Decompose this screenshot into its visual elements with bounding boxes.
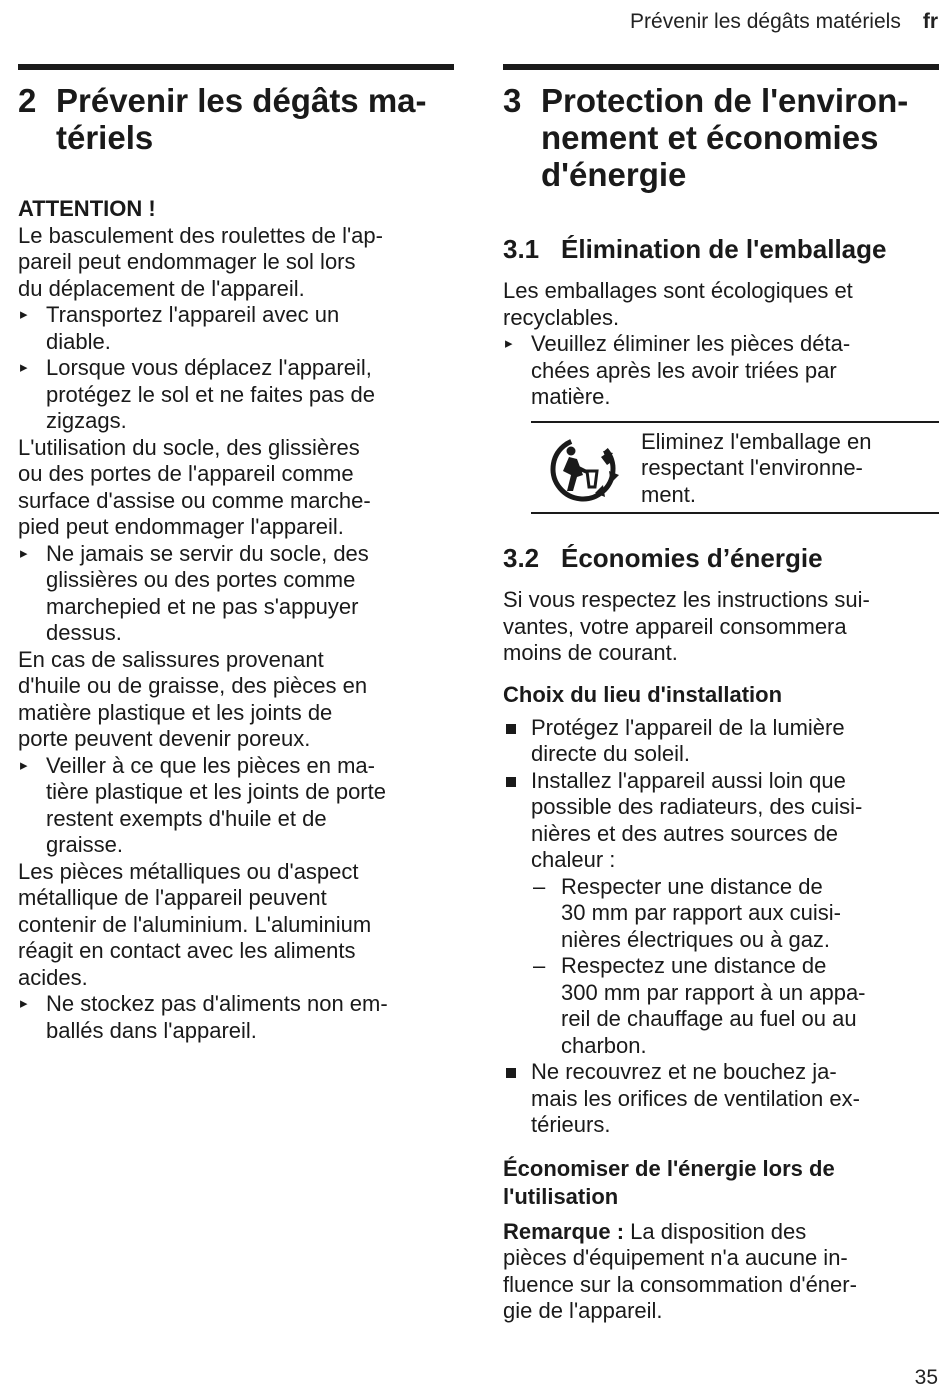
paragraph: Le basculement des roulettes de l'ap- pareil peut endommager le sol lors du déplacement de l'appareil. — [18, 222, 383, 301]
paragraph: En cas de salissures provenant d'huile ou de graisse, des pièces en matière plastique et les joints de porte peuvent devenir poreux. — [18, 646, 368, 751]
dash-item: – Respectez une distance de 300 mm par rapport à un appa- reil de chauffage au fuel ou au charbon. — [503, 953, 939, 1059]
attention-label: ATTENTION ! — [18, 196, 156, 221]
bullet-list — [503, 715, 939, 874]
subsection-number: 3.1 — [503, 234, 540, 264]
dash-item: – Respecter une distance de 30 mm par rapport aux cuisi- nières électriques ou à gaz. — [503, 874, 939, 954]
topic-heading: Économiser de l'énergie lors de l'utilisation — [503, 1155, 835, 1209]
running-header-title: Prévenir les dégâts matériels — [630, 10, 901, 33]
list-item: Installez l'appareil aussi loin que possible des radiateurs, des cuisi- nières et des autres sources de chaleur : — [503, 768, 939, 874]
list-item: Protégez l'appareil de la lumière directe du soleil. — [503, 715, 939, 768]
instruction-step: ▸ Ne stockez pas d'aliments non em- ballés dans l'appareil. — [18, 991, 454, 1044]
subsection-title: Économies d’énergie — [561, 543, 823, 573]
running-header — [630, 10, 938, 34]
section-number: 3 — [503, 82, 522, 119]
language-code: fr — [922, 10, 938, 33]
instruction-step: ▸ Ne jamais se servir du socle, des glissières ou des portes comme marchepied et ne pas s'appuyer dessus. — [18, 541, 454, 647]
section-rule — [503, 64, 939, 70]
subsection-number: 3.2 — [503, 543, 540, 573]
bullet-list — [503, 1059, 939, 1139]
topic-heading: Choix du lieu d'installation — [503, 681, 783, 707]
recycling-disposal-icon — [531, 429, 641, 509]
instruction-step: ▸ Veuillez éliminer les pièces déta- chées après les avoir triées par matière. — [503, 331, 939, 411]
section-title: Protection de l'environ- nement et économies d'énergie — [541, 82, 909, 193]
instruction-list — [18, 753, 454, 859]
section-number: 2 — [18, 82, 37, 119]
left-column — [18, 64, 454, 1044]
instruction-list — [18, 541, 454, 647]
list-item: Ne recouvrez et ne bouchez ja- mais les orifices de ventilation ex- térieurs. — [503, 1059, 939, 1139]
remark-label: Remarque : — [503, 1218, 625, 1244]
subsection-title: Élimination de l'emballage — [561, 234, 887, 264]
instruction-step: ▸ Veiller à ce que les pièces en ma- tière plastique et les joints de porte restent exempts d'huile et de graisse. — [18, 753, 454, 859]
instruction-step: ▸ Lorsque vous déplacez l'appareil, protégez le sol et ne faites pas de zigzags. — [18, 355, 454, 435]
recycle-bin-icon — [547, 431, 625, 505]
paragraph: Les emballages sont écologiques et recyclables. — [503, 278, 853, 330]
subsection-3-2-heading — [503, 543, 939, 573]
note-text: Eliminez l'emballage en respectant l'environne- ment. — [641, 428, 872, 507]
paragraph: L'utilisation du socle, des glissières ou des portes de l'appareil comme surface d'assise ou comme marche- pied peut endommager l'appareil. — [18, 434, 371, 539]
paragraph: Les pièces métalliques ou d'aspect métallique de l'appareil peuvent contenir de l'aluminium. L'aluminium réagit en contact avec les aliments acides. — [18, 858, 372, 990]
right-column — [503, 64, 939, 1325]
instruction-list — [18, 991, 454, 1044]
instruction-step: ▸ Transportez l'appareil avec un diable. — [18, 302, 454, 355]
section-rule — [18, 64, 454, 70]
instruction-list — [503, 331, 939, 411]
section-2-heading — [18, 82, 454, 156]
remark-paragraph — [503, 1219, 939, 1325]
subsection-3-1-heading — [503, 234, 939, 264]
paragraph: Si vous respectez les instructions sui- vantes, votre appareil consommera moins de courant. — [503, 587, 870, 665]
section-title: Prévenir les dégâts ma- tériels — [56, 82, 427, 156]
dash-list — [503, 874, 939, 1060]
instruction-list — [18, 302, 454, 435]
disposal-note — [531, 421, 939, 515]
section-3-heading — [503, 82, 939, 193]
page-number: 35 — [914, 1366, 938, 1389]
remark-text: La disposition des pièces d'équipement n'a aucune in- fluence sur la consommation d'éner- gie de l'appareil. — [503, 1218, 857, 1323]
